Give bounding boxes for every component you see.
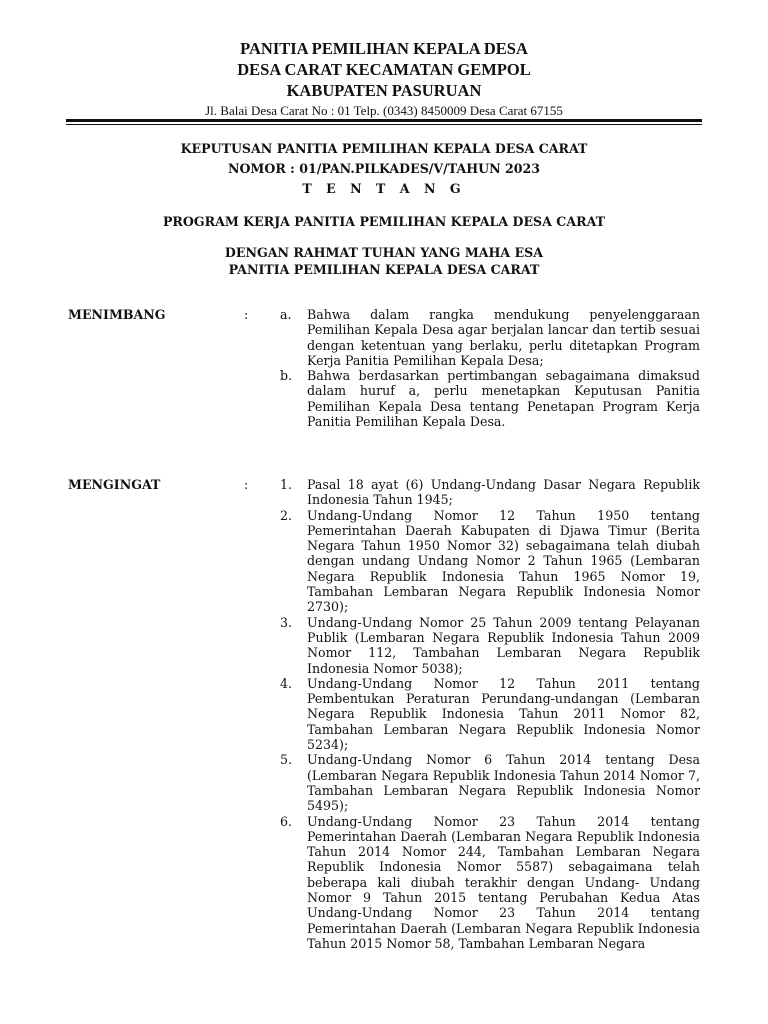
- mengingat-item: [280, 676, 700, 752]
- letterhead-line-3: KABUPATEN PASURUAN: [286, 81, 482, 100]
- decree-blessing-block: [0, 244, 768, 278]
- mengingat-item-text: Undang-Undang Nomor 12 Tahun 1950 tentang Pemerintahan Daerah Kabupaten di Djawa Timur (Berita Negara Tahun 1950 Nomor 32) sebagaimana telah diubah dengan undang Undang Nomor 2 Tahun 1965 (Lembaran Negara Republik Indonesia Tahun 1965 Nomor 19, Tambahan Lembaran Negara Republik Indonesia Nomor 2730);: [307, 507, 700, 615]
- menimbang-item: [280, 368, 700, 429]
- mengingat-colon: :: [244, 477, 249, 492]
- decree-blessing-1: DENGAN RAHMAT TUHAN YANG MAHA ESA: [224, 245, 544, 260]
- decree-heading: [0, 139, 768, 199]
- mengingat-item-marker: 1.: [280, 477, 293, 492]
- letterhead-line-1: PANITIA PEMILIHAN KEPALA DESA: [240, 39, 528, 58]
- menimbang-colon: :: [244, 307, 249, 322]
- letterhead-address: Jl. Balai Desa Carat No : 01 Telp. (0343) 8450009 Desa Carat 67155: [205, 103, 563, 118]
- decree-blessing-2: PANITIA PEMILIHAN KEPALA DESA CARAT: [228, 262, 540, 277]
- letterhead-thick-rule: [66, 119, 702, 122]
- letterhead-line-2: DESA CARAT KECAMATAN GEMPOL: [237, 60, 531, 79]
- mengingat-list: [280, 477, 700, 951]
- menimbang-item-text: Bahwa berdasarkan pertimbangan sebagaimana dimaksud dalam huruf a, perlu menetapkan Keputusan Panitia Pemilihan Kepala Desa tentang Penetapan Program Kerja Panitia Pemilihan Kepala Desa.: [307, 368, 700, 430]
- mengingat-item-text: Undang-Undang Nomor 12 Tahun 2011 tentang Pembentukan Peraturan Perundang-undangan (Lembaran Negara Republik Indonesia Tahun 2011 Nomor 82, Tambahan Lembaran Negara Republik Indonesia Nomor 5234);: [307, 675, 700, 753]
- menimbang-label: MENIMBANG: [68, 307, 166, 322]
- mengingat-item-text: Undang-Undang Nomor 25 Tahun 2009 tentang Pelayanan Publik (Lembaran Negara Republik Indonesia Tahun 2009 Nomor 112, Tambahan Lembaran Negara Republik Indonesia Nomor 5038);: [307, 614, 700, 676]
- menimbang-list: [280, 307, 700, 429]
- letterhead-thin-rule: [66, 124, 702, 125]
- mengingat-item-marker: 6.: [280, 813, 293, 829]
- letterhead: [0, 38, 768, 119]
- mengingat-item: [280, 615, 700, 676]
- mengingat-item: [280, 477, 700, 508]
- decree-subject-block: [0, 212, 768, 232]
- mengingat-item-text: Pasal 18 ayat (6) Undang-Undang Dasar Negara Republik Indonesia Tahun 1945;: [307, 477, 700, 508]
- decree-title: KEPUTUSAN PANITIA PEMILIHAN KEPALA DESA CARAT: [180, 141, 588, 156]
- mengingat-item: [280, 814, 700, 952]
- mengingat-item-marker: 3.: [280, 614, 293, 630]
- mengingat-item-marker: 2.: [280, 507, 293, 523]
- mengingat-item-marker: 5.: [280, 752, 293, 768]
- menimbang-item-marker: a.: [280, 307, 292, 322]
- decree-number: NOMOR : 01/PAN.PILKADES/V/TAHUN 2023: [227, 161, 541, 176]
- decree-tentang: T E N T A N G: [302, 181, 466, 196]
- menimbang-item: [280, 307, 700, 368]
- menimbang-item-marker: b.: [280, 368, 293, 384]
- mengingat-item: [280, 752, 700, 813]
- decree-subject: PROGRAM KERJA PANITIA PEMILIHAN KEPALA DESA CARAT: [162, 214, 606, 229]
- mengingat-item-marker: 4.: [280, 675, 293, 691]
- mengingat-label: MENGINGAT: [68, 477, 161, 492]
- mengingat-item: [280, 508, 700, 615]
- mengingat-item-text: Undang-Undang Nomor 6 Tahun 2014 tentang Desa (Lembaran Negara Republik Indonesia Tahun 2014 Nomor 7, Tambahan Lembaran Negara Republik Indonesia Nomor 5495);: [307, 752, 700, 814]
- menimbang-item-text: Bahwa dalam rangka mendukung penyelenggaraan Pemilihan Kepala Desa agar berjalan lancar dan tertib sesuai dengan ketentuan yang berlaku, perlu ditetapkan Program Kerja Panitia Pemilihan Kepala Desa;: [307, 307, 700, 368]
- mengingat-item-text: Undang-Undang Nomor 23 Tahun 2014 tentang Pemerintahan Daerah (Lembaran Negara Republik Indonesia Tahun 2014 Nomor 244, Tambahan Lembaran Negara Republik Indonesia Nomor 5587) sebagaimana telah beberapa kali diubah terakhir dengan Undang- Undang Nomor 9 Tahun 2015 tentang Perubahan Kedua Atas Undang-Undang Nomor 23 Tahun 2014 tentang Pemerintahan Daerah (Lembaran Negara Republik Indonesia Tahun 2015 Nomor 58, Tambahan Lembaran Negara: [307, 813, 700, 951]
